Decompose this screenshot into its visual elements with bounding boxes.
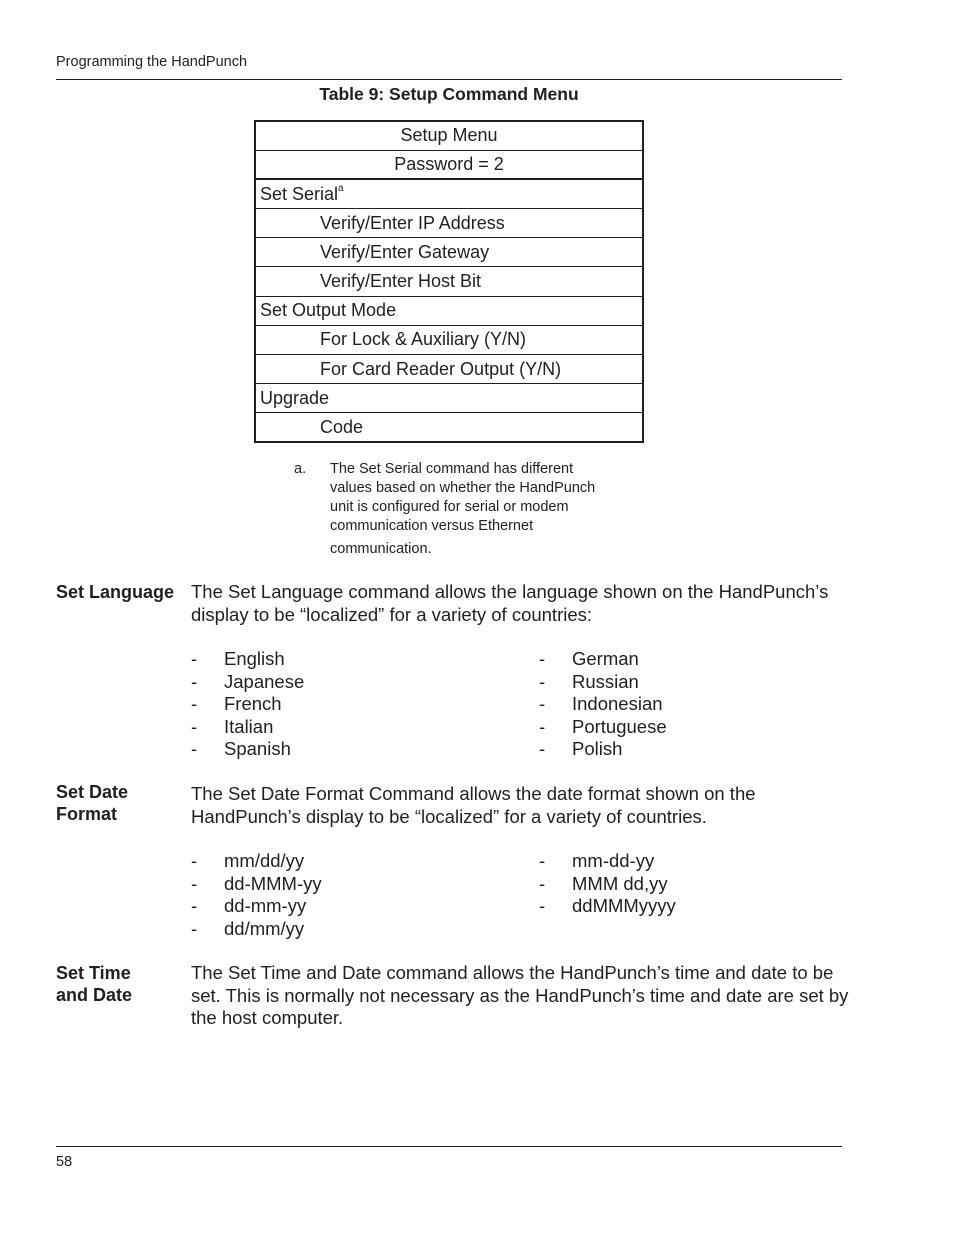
table-cell — [255, 413, 643, 442]
section-heading-set-time-and-date — [56, 962, 132, 1006]
cell-text: Password = 2 — [394, 154, 504, 175]
list-item-text: Russian — [572, 670, 639, 692]
table-title: Table 9: Setup Command Menu — [319, 84, 579, 104]
bullet-dash: - — [191, 670, 198, 692]
table-cell — [255, 238, 643, 267]
bullet-dash: - — [191, 693, 198, 714]
table-row — [255, 325, 643, 354]
table-cell — [255, 325, 643, 354]
table-cell — [255, 267, 643, 296]
cell-text: Setup Menu — [400, 125, 498, 146]
page-number: 58 — [56, 1154, 73, 1170]
setup-command-table — [254, 120, 644, 443]
bullet-dash: - — [539, 895, 546, 916]
list-item-text: Italian — [224, 715, 274, 737]
bullet-dash: - — [539, 715, 546, 737]
table-cell — [255, 150, 643, 179]
list-item-text: Polish — [572, 738, 623, 759]
table-cell — [255, 355, 643, 384]
section-heading-set-language: Set Language — [56, 582, 175, 602]
bullet-dash: - — [539, 850, 546, 871]
table-row — [255, 209, 643, 238]
table-cell — [255, 209, 643, 238]
footnote-ref: a — [338, 182, 344, 194]
table-cell — [255, 121, 643, 150]
table-row — [255, 121, 643, 150]
bullet-dash: - — [539, 738, 546, 759]
list-item-text: French — [224, 693, 282, 714]
bullet-dash: - — [191, 715, 198, 737]
section-heading-set-date-format — [56, 781, 128, 825]
footnote-line: communication. — [330, 541, 432, 557]
list-item-text: dd/mm/yy — [224, 917, 305, 939]
heading-line: and Date — [56, 985, 133, 1005]
section-body-set-time-and-date: The Set Time and Date command allows the HandPunch’s time and date to be set. This is normally not necessary as the HandPunch’s time and date are set by the host computer. — [191, 962, 849, 1028]
table-row — [255, 267, 643, 296]
bullet-dash: - — [539, 648, 546, 669]
cell-text: Upgrade — [260, 387, 330, 408]
list-item-text: Portuguese — [572, 715, 667, 737]
cell-text: Verify/Enter Host Bit — [320, 271, 482, 292]
table-row — [255, 238, 643, 267]
list-item-text: Spanish — [224, 738, 291, 759]
table-cell — [255, 296, 643, 325]
list-item-text: Indonesian — [572, 693, 663, 714]
table-row — [255, 355, 643, 384]
list-item-text: mm/dd/yy — [224, 850, 305, 871]
bullet-dash: - — [191, 895, 198, 916]
section-body-set-date-format: The Set Date Format Command allows the date format shown on the HandPunch’s display to be “localized” for a variety of countries. — [191, 783, 756, 827]
table-row — [255, 413, 643, 442]
bullet-dash: - — [539, 670, 546, 692]
section-body-set-language: The Set Language command allows the language shown on the HandPunch’s display to be “localized” for a variety of countries: — [191, 581, 829, 625]
bullet-dash: - — [539, 693, 546, 714]
heading-line: Format — [56, 804, 118, 824]
footnote-marker: a. — [294, 461, 307, 477]
table-row — [255, 179, 643, 208]
table-row — [255, 150, 643, 179]
bullet-dash: - — [191, 648, 198, 669]
list-item-text: German — [572, 648, 639, 669]
cell-text: Code — [320, 416, 364, 437]
list-item-text: Japanese — [224, 670, 305, 692]
list-item-text: English — [224, 648, 285, 669]
bullet-dash: - — [539, 872, 546, 894]
cell-text: For Lock & Auxiliary (Y/N) — [320, 329, 527, 350]
table-cell — [255, 179, 643, 208]
table-row — [255, 384, 643, 413]
bullet-dash: - — [191, 872, 198, 894]
footnote-line: communication versus Ethernet — [330, 518, 534, 534]
cell-text: Set Serial — [260, 183, 339, 204]
footnote-line: unit is configured for serial or modem — [330, 499, 569, 515]
list-item-text: dd-MMM-yy — [224, 872, 322, 894]
heading-line: Set Date — [56, 782, 129, 802]
cell-text: Verify/Enter Gateway — [320, 241, 490, 262]
footer-rule — [56, 1146, 842, 1147]
cell-text: Set Output Mode — [260, 300, 397, 321]
list-item-text: MMM dd,yy — [572, 872, 668, 894]
footnote-line: The Set Serial command has different — [330, 461, 574, 477]
bullet-dash: - — [191, 738, 198, 759]
list-item-text: ddMMMyyyy — [572, 895, 676, 916]
cell-text: Verify/Enter IP Address — [320, 212, 505, 233]
footnote-line: values based on whether the HandPunch — [330, 480, 596, 496]
list-item-text: dd-mm-yy — [224, 895, 307, 916]
header-rule — [56, 79, 842, 80]
running-header: Programming the HandPunch — [56, 54, 248, 70]
cell-text: For Card Reader Output (Y/N) — [320, 358, 562, 379]
bullet-dash: - — [191, 917, 198, 939]
bullet-dash: - — [191, 850, 198, 871]
heading-line: Set Time — [56, 963, 131, 983]
list-item-text: mm-dd-yy — [572, 850, 655, 871]
table-cell — [255, 384, 643, 413]
table-row — [255, 296, 643, 325]
